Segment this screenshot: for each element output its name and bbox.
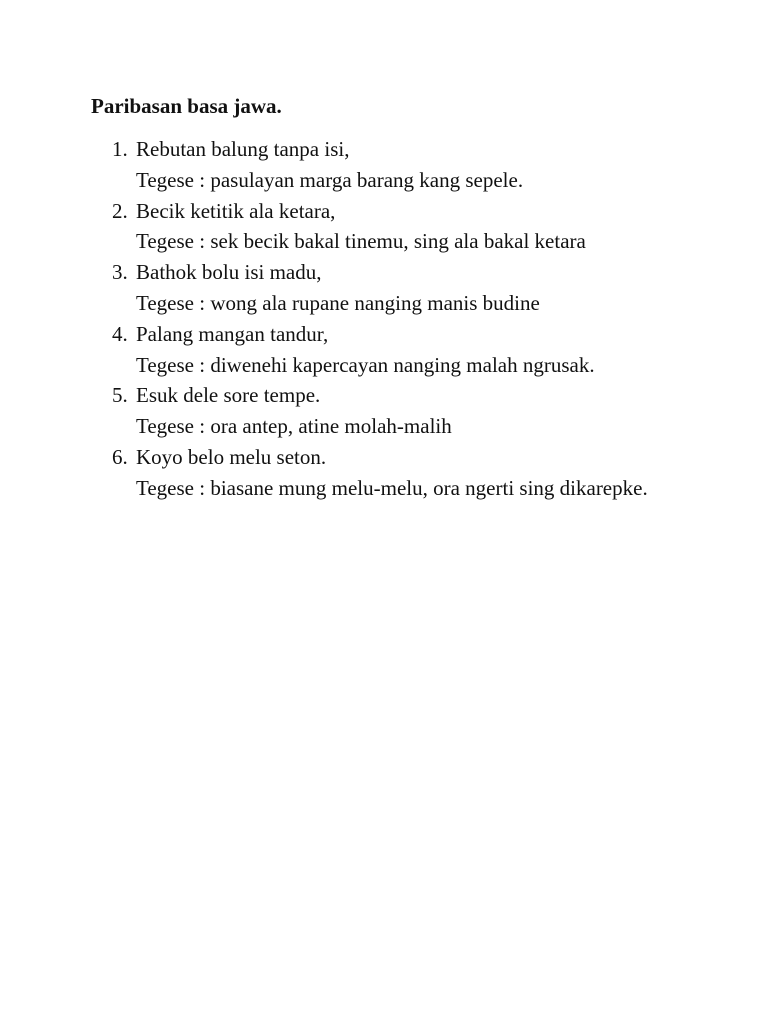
item-number: 3. [112,260,128,285]
list-item [0,257,768,319]
meaning-text: Tegese : ora antep, atine molah-malih [136,414,452,439]
meaning-text: Tegese : pasulayan marga barang kang sepele. [136,167,524,192]
proverb-text: Rebutan balung tanpa isi, [136,137,350,161]
list-item [0,380,768,442]
proverb-text: Koyo belo melu seton. [136,444,327,469]
proverb-text: Bathok bolu isi madu, [136,260,322,285]
item-number: 4. [112,321,128,346]
meaning-text: Tegese : diwenehi kapercayan nanging malah ngrusak. [136,352,595,377]
list-item [0,319,768,381]
proverb-list [0,134,768,504]
proverb-text: Palang mangan tandur, [136,321,329,346]
document-title: Paribasan basa jawa. [91,94,282,118]
list-item [0,442,768,504]
item-number: 5. [112,383,128,408]
meaning-text: Tegese : wong ala rupane nanging manis budine [136,290,540,315]
list-item [0,134,768,196]
meaning-text: Tegese : sek becik bakal tinemu, sing ala bakal ketara [136,229,586,254]
item-number: 1. [112,137,128,161]
item-number: 6. [112,444,128,469]
meaning-text: Tegese : biasane mung melu-melu, ora ngerti sing dikarepke. [136,475,648,500]
proverb-text: Esuk dele sore tempe. [136,383,321,408]
proverb-text: Becik ketitik ala ketara, [136,198,336,223]
item-number: 2. [112,198,128,223]
list-item [0,196,768,258]
